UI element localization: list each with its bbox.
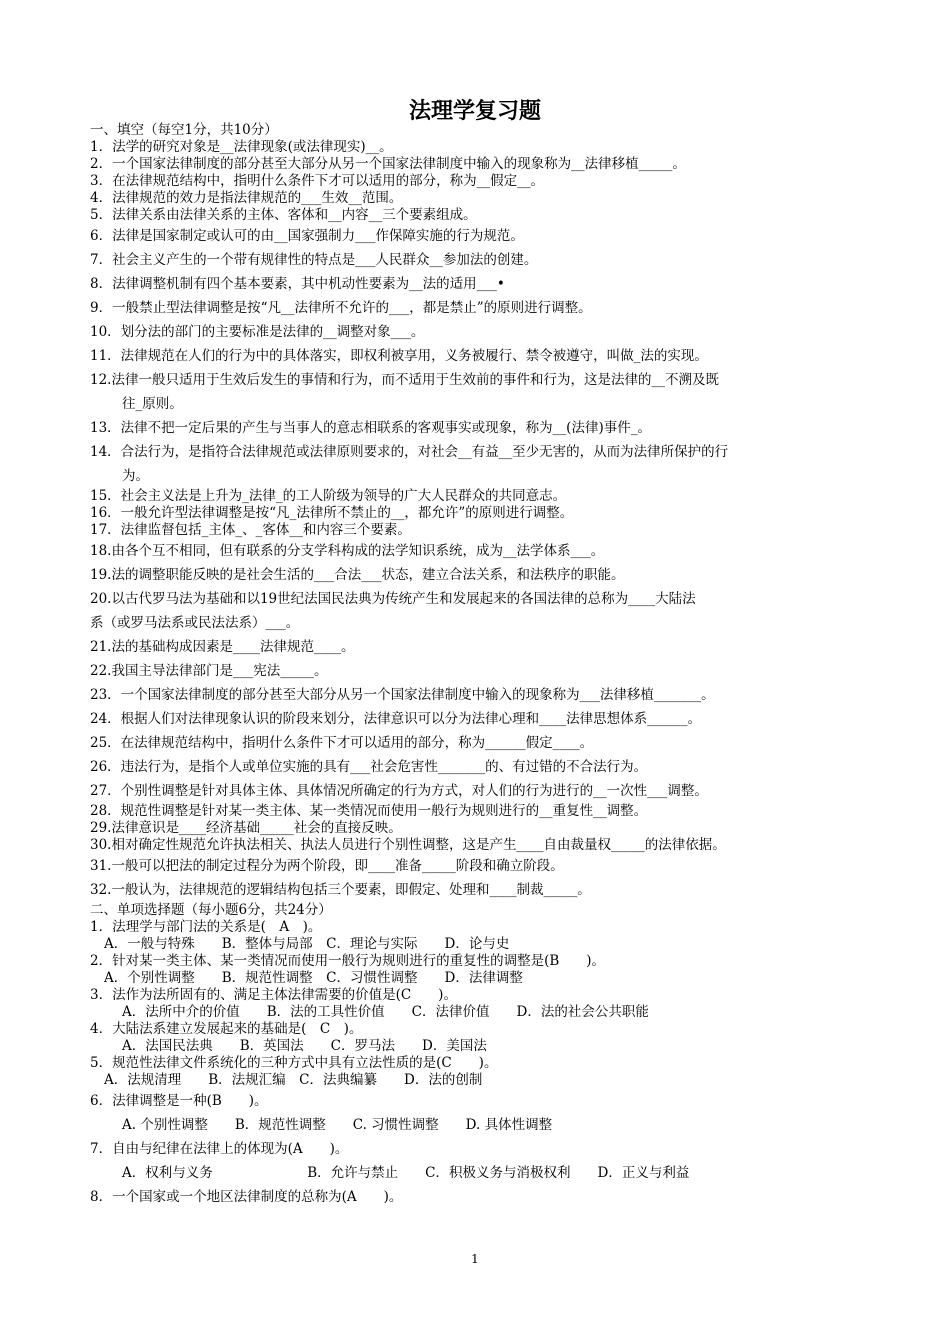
question-line-continued: 系（或罗马法系或民法法系）___。 bbox=[90, 615, 300, 631]
question-line: 9．一般禁止型法律调整是按“凡__法律所不允许的___，都是禁止”的原则进行调整。 bbox=[90, 300, 592, 316]
question-line: 22.我国主导法律部门是___宪法_____。 bbox=[90, 663, 328, 679]
choice-options: A．一般与特殊 B．整体与局部 C．理论与实际 D．论与史 bbox=[104, 936, 510, 952]
question-line: 16．一般允许型法律调整是按“凡_法律所不禁止的__，都允许”的原则进行调整。 bbox=[90, 505, 574, 521]
question-line: 24．根据人们对法律现象认识的阶段来划分，法律意识可以分为法律心理和____法律思想体系______。 bbox=[90, 711, 702, 727]
choice-options: A．法所中介的价值 B．法的工具性价值 C．法律价值 D．法的社会公共职能 bbox=[122, 1004, 649, 1020]
choice-options: A．法规清理 B．法规汇编 C．法典编纂 D．法的创制 bbox=[104, 1072, 483, 1088]
question-line: 20.以古代罗马法为基础和以19世纪法国民法典为传统产生和发展起来的各国法律的总称为____大陆法 bbox=[90, 591, 696, 607]
question-line: 2．一个国家法律制度的部分甚至大部分从另一个国家法律制度中输入的现象称为__法律移植_____。 bbox=[90, 156, 686, 172]
question-line: 27．个别性调整是针对具体主体、具体情况所确定的行为方式，对人们的行为进行的__一次性___调整。 bbox=[90, 783, 708, 799]
question-line: 19.法的调整职能反映的是社会生活的___合法___状态，建立合法关系，和法秩序的职能。 bbox=[90, 567, 625, 583]
question-line: 32.一般认为，法律规范的逻辑结构包括三个要素，即假定、处理和____制裁_____。 bbox=[90, 882, 591, 898]
question-line: 25．在法律规范结构中，指明什么条件下才可以适用的部分，称为______假定____。 bbox=[90, 735, 594, 751]
choice-question: 7．自由与纪律在法律上的体现为(A )。 bbox=[90, 1141, 349, 1157]
question-line: 14．合法行为，是指符合法律规范或法律原则要求的，对社会__有益__至少无害的，从而为法律所保护的行 bbox=[90, 444, 729, 460]
question-line: 17．法律监督包括_主体_、_客体__和内容三个要素。 bbox=[90, 522, 411, 538]
question-line-continued: 往_原则。 bbox=[122, 396, 183, 412]
question-line: 6．法律是国家制定或认可的由__国家强制力___作保障实施的行为规范。 bbox=[90, 228, 524, 244]
question-line: 21.法的基础构成因素是____法律规范____。 bbox=[90, 639, 355, 655]
section-heading-fill-blank: 一、填空（每空1分，共10分） bbox=[90, 122, 278, 138]
question-line: 23．一个国家法律制度的部分甚至大部分从另一个国家法律制度中输入的现象称为___法律移植_______。 bbox=[90, 687, 715, 703]
question-line: 5．法律关系由法律关系的主体、客体和__内容__三个要素组成。 bbox=[90, 207, 477, 223]
choice-options: A. 个别性调整 B．规范性调整 C. 习惯性调整 D. 具体性调整 bbox=[122, 1117, 553, 1133]
question-line: 12.法律一般只适用于生效后发生的事情和行为，而不适用于生效前的事件和行为，这是法律的__不溯及既 bbox=[90, 372, 719, 388]
question-line: 26．违法行为，是指个人或单位实施的具有___社会危害性_______的、有过错的不合法行为。 bbox=[90, 759, 648, 775]
choice-question: 5．规范性法律文件系统化的三种方式中具有立法性质的是(C )。 bbox=[90, 1055, 498, 1071]
question-line: 18.由各个互不相同，但有联系的分支学科构成的法学知识系统，成为__法学体系___。 bbox=[90, 543, 605, 559]
question-line: 30.相对确定性规范允许执法相关、执法人员进行个别性调整，这是产生____自由裁量权_____的法律依据。 bbox=[90, 837, 726, 853]
section-heading-single-choice: 二、单项选择题（每小题6分，共24分） bbox=[90, 902, 332, 918]
page-title: 法理学复习题 bbox=[408, 99, 541, 124]
question-line-continued: 为。 bbox=[122, 468, 149, 484]
question-line: 31.一般可以把法的制定过程分为两个阶段，即____准备_____阶段和确立阶段。 bbox=[90, 858, 564, 874]
question-line: 8．法律调整机制有四个基本要素，其中机动性要素为__法的适用___• bbox=[90, 276, 505, 292]
question-line: 29.法律意识是____经济基础_____社会的直接反映。 bbox=[90, 820, 402, 836]
page-number: 1 bbox=[471, 1252, 479, 1266]
choice-question: 2．针对某一类主体、某一类情况而使用一般行为规则进行的重复性的调整是(B )。 bbox=[90, 953, 606, 969]
question-line: 1．法学的研究对象是__法律现象(或法律现实)__。 bbox=[90, 139, 393, 155]
question-line: 10．划分法的部门的主要标准是法律的__调整对象___。 bbox=[90, 324, 425, 340]
choice-question: 3．法作为法所固有的、满足主体法律需要的价值是(C )。 bbox=[90, 987, 457, 1003]
choice-options: A．个别性调整 B．规范性调整 C．习惯性调整 D．法律调整 bbox=[104, 970, 523, 986]
choice-question: 8．一个国家或一个地区法律制度的总称为(A )。 bbox=[90, 1189, 403, 1205]
choice-options: A．权利与义务 B．允许与禁止 C．积极义务与消极权利 D．正义与利益 bbox=[122, 1165, 690, 1181]
choice-question: 4．大陆法系建立发展起来的基础是( C )。 bbox=[90, 1021, 363, 1037]
question-line: 3．在法律规范结构中，指明什么条件下才可以适用的部分，称为__假定__。 bbox=[90, 173, 545, 189]
choice-options: A．法国民法典 B．英国法 C．罗马法 D．美国法 bbox=[122, 1038, 487, 1054]
question-line: 13．法律不把一定后果的产生与当事人的意志相联系的客观事实或现象，称为__(法律)事件_。 bbox=[90, 420, 651, 436]
question-line: 11．法律规范在人们的行为中的具体落实，即权利被享用，义务被履行、禁令被遵守，叫做_法的实现。 bbox=[90, 348, 708, 364]
choice-question: 6．法律调整是一种(B )。 bbox=[90, 1093, 268, 1109]
question-line: 7．社会主义产生的一个带有规律性的特点是___人民群众__参加法的创建。 bbox=[90, 252, 538, 268]
question-line: 15．社会主义法是上升为_法律_的工人阶级为领导的广大人民群众的共同意志。 bbox=[90, 488, 567, 504]
question-line: 28．规范性调整是针对某一类主体、某一类情况而使用一般行为规则进行的__重复性__调整。 bbox=[90, 803, 648, 819]
question-line: 4．法律规范的效力是指法律规范的___生效__范围。 bbox=[90, 190, 403, 206]
choice-question: 1．法理学与部门法的关系是( A )。 bbox=[90, 919, 322, 935]
document-body bbox=[90, 122, 880, 1209]
